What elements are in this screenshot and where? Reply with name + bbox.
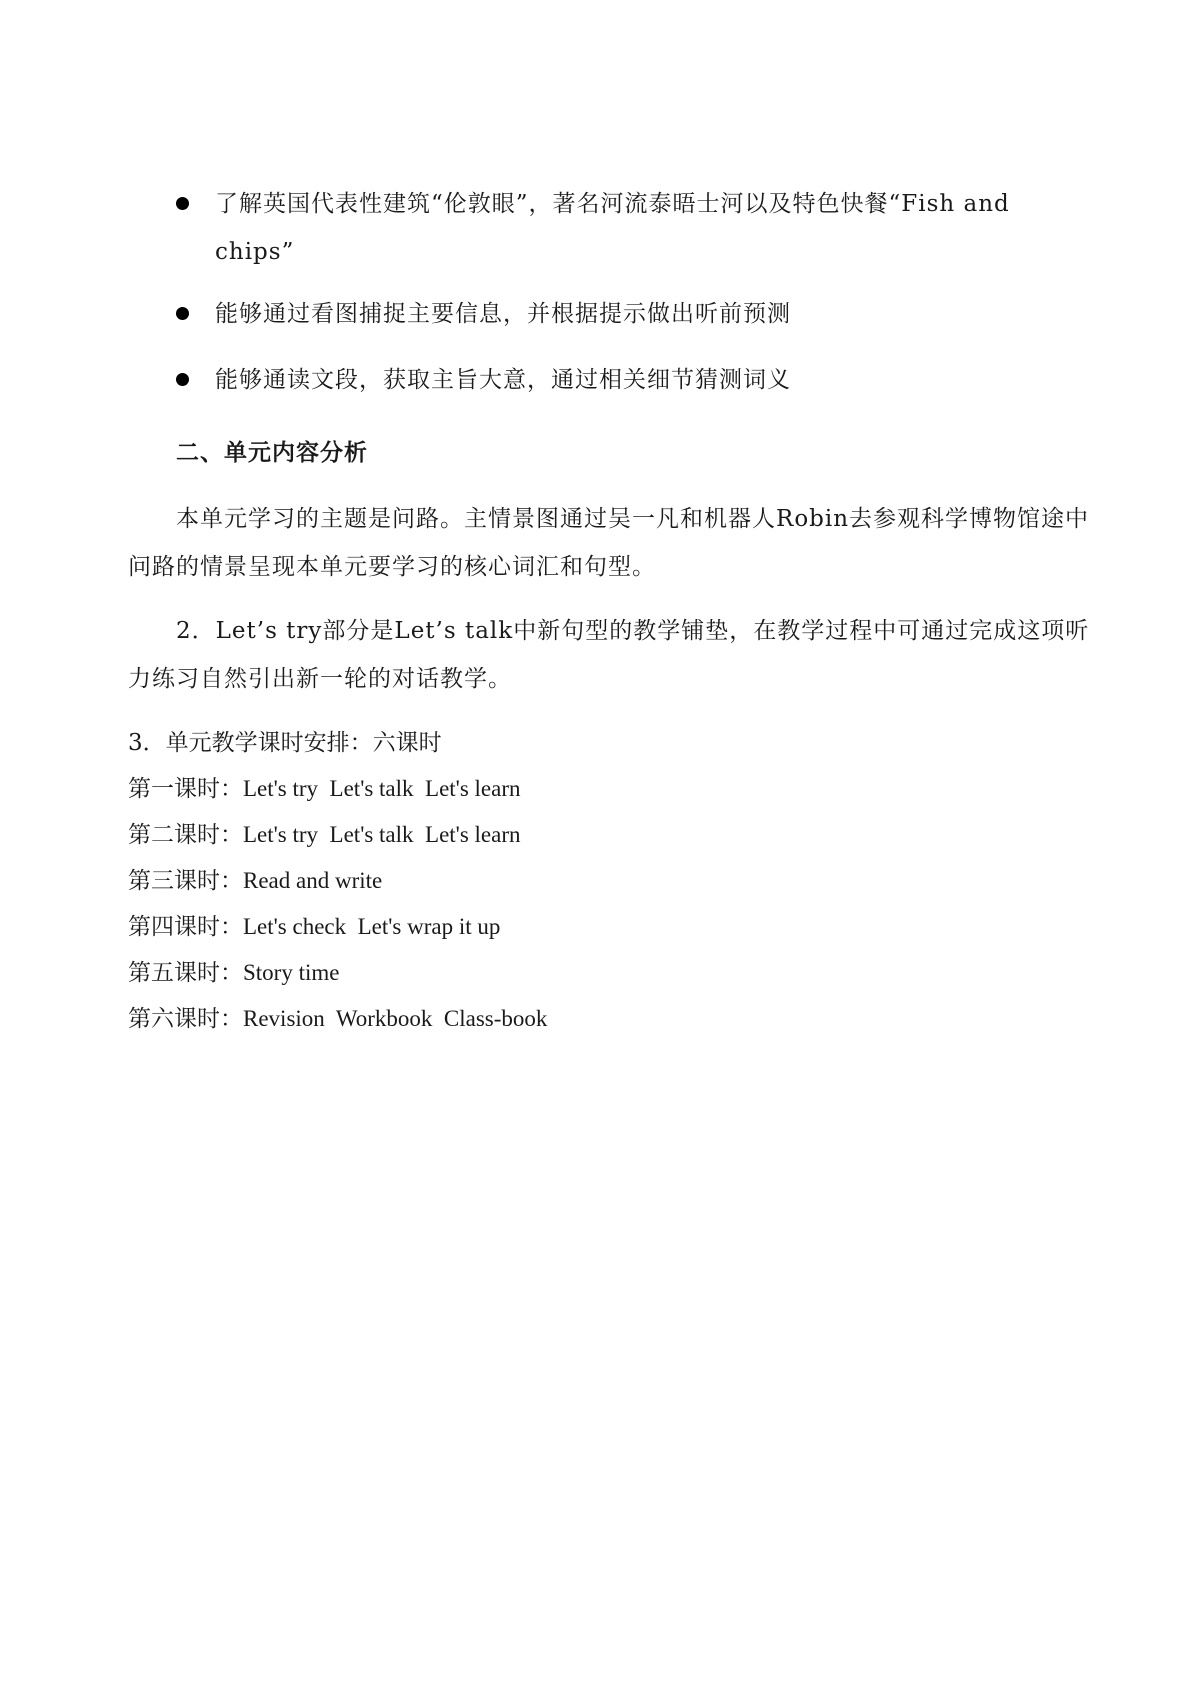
bullet-dot-icon <box>176 373 189 386</box>
objective-bullet-2 <box>176 290 1092 338</box>
schedule-value: Let's try Let's talk Let's learn <box>243 776 521 801</box>
schedule-label: 第六课时： <box>128 1006 243 1032</box>
objective-bullet-1 <box>176 180 1092 276</box>
schedule-title: 3．单元教学课时安排：六课时 <box>128 730 442 756</box>
schedule-label: 第二课时： <box>128 822 243 848</box>
schedule-row <box>128 996 547 1042</box>
objective-text: 能够通读文段，获取主旨大意，通过相关细节猜测词义 <box>215 367 791 393</box>
paragraph-lets-try: 2．Let’s try部分是Let’s talk中新句型的教学铺垫，在教学过程中可通过完成这项听力练习自然引出新一轮的对话教学。 <box>128 618 1090 692</box>
section-heading: 二、单元内容分析 <box>176 439 368 466</box>
schedule-value: Read and write <box>243 868 383 893</box>
bullet-dot-icon <box>176 197 189 210</box>
schedule-label: 第三课时： <box>128 868 243 894</box>
schedule-row <box>128 766 547 812</box>
schedule-row <box>128 858 547 904</box>
lesson-schedule <box>128 720 547 1042</box>
schedule-label: 第一课时： <box>128 776 243 802</box>
objective-text: 能够通过看图捕捉主要信息，并根据提示做出听前预测 <box>215 301 791 327</box>
objective-text: 了解英国代表性建筑“伦敦眼”，著名河流泰晤士河以及特色快餐“Fish and chips” <box>215 191 1010 265</box>
schedule-value: Revision Workbook Class-book <box>243 1006 548 1031</box>
objective-bullet-3 <box>176 356 1092 404</box>
schedule-label: 第五课时： <box>128 960 243 986</box>
bullet-dot-icon <box>176 307 189 320</box>
schedule-value: Story time <box>243 960 340 985</box>
schedule-row <box>128 904 547 950</box>
paragraph-unit-theme: 本单元学习的主题是问路。主情景图通过吴一凡和机器人Robin去参观科学博物馆途中问路的情景呈现本单元要学习的核心词汇和句型。 <box>128 506 1090 580</box>
schedule-row <box>128 950 547 996</box>
schedule-value: Let's try Let's talk Let's learn <box>243 822 521 847</box>
schedule-row <box>128 812 547 858</box>
schedule-label: 第四课时： <box>128 914 243 940</box>
schedule-value: Let's check Let's wrap it up <box>243 914 501 939</box>
